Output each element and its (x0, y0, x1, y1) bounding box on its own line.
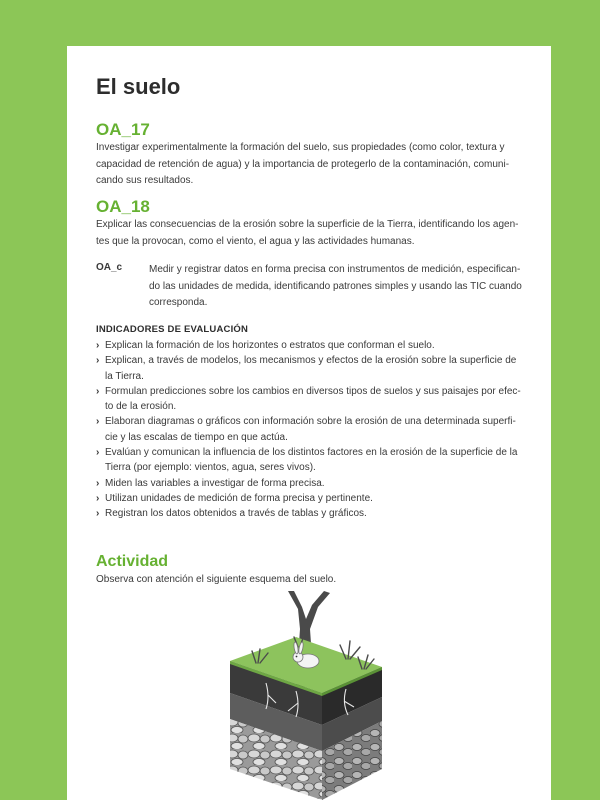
document-page (67, 46, 551, 800)
chevron-right-icon: › (96, 447, 100, 459)
oac-description: Medir y registrar datos en forma precisa con instrumentos de medición, especifican- do las unidades de medida, identificando patrones simples y usando las TIC cuando corresponda. (149, 264, 522, 308)
list-item: › Registran los datos obtenidos a través de tablas y gráficos. (96, 506, 526, 521)
chevron-right-icon: › (96, 508, 100, 520)
chevron-right-icon: › (96, 492, 100, 504)
list-item: › Miden las variables a investigar de forma precisa. (96, 476, 526, 491)
activity-title: Actividad (96, 553, 169, 570)
list-item: › Formulan predicciones sobre los cambios en diversos tipos de suelos y sus paisajes por efec- to de la erosión. (96, 385, 521, 413)
oa18-code: OA_18 (96, 197, 150, 216)
chevron-right-icon: › (96, 385, 100, 397)
page-title: El suelo (96, 74, 181, 99)
list-item: › Evalúan y comunican la influencia de los distintos factores en la erosión de la superficie de la Tierra (por ejemplo: vientos, agua, seres vivos). (96, 447, 518, 474)
chevron-right-icon: › (96, 416, 100, 428)
activity-instruction: Observa con atención el siguiente esquema del suelo. (96, 574, 337, 585)
oac-code: OA_c (96, 262, 123, 273)
soil-diagram-illustration (226, 589, 386, 800)
list-item: › Explican la formación de los horizontes o estratos que conforman el suelo. (96, 338, 526, 353)
chevron-right-icon: › (96, 340, 100, 351)
indicators-heading: INDICADORES DE EVALUACIÓN (96, 324, 249, 335)
oa17-description: Investigar experimentalmente la formación del suelo, sus propiedades (como color, textura y capacidad de retención de agua) y la importancia de protegerlo de la contaminación, comuni- cando sus resultados. (96, 142, 510, 186)
chevron-right-icon: › (96, 477, 100, 489)
list-item: › Explican, a través de modelos, los mecanismos y efectos de la erosión sobre la superficie de la Tierra. (96, 355, 517, 382)
indicators-list (96, 338, 526, 522)
oa18-description: Explicar las consecuencias de la erosión sobre la superficie de la Tierra, identificando los agen- tes que la provocan, como el viento, el agua y las actividades humanas. (96, 219, 519, 247)
oa17-code: OA_17 (96, 120, 150, 139)
list-item: › Utilizan unidades de medición de forma precisa y pertinente. (96, 491, 526, 506)
list-item: › Elaboran diagramas o gráficos con información sobre la erosión de una determinada superfi- cie y las escalas de tiempo en que actúa. (96, 416, 516, 443)
chevron-right-icon: › (96, 355, 100, 367)
